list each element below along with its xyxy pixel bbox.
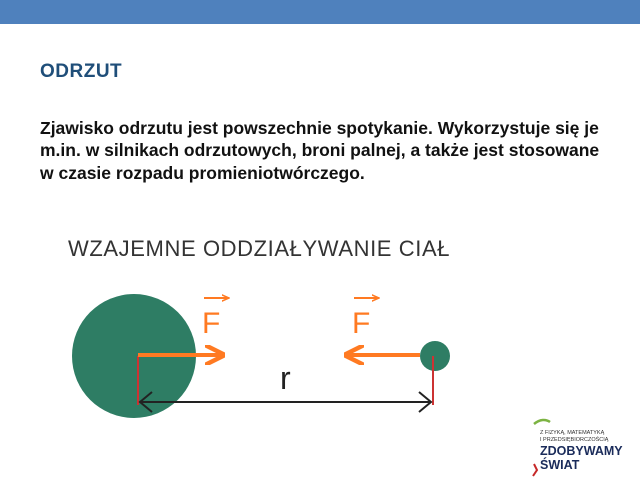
logo-tagline [540,430,636,444]
body-text: Zjawisko odrzutu jest powszechnie spotykanie. Wykorzystuje się je m.in. w silnikach odrzutowych, broni palnej, a także jest stosowane w czasie rozpadu promieniotwórczego. [40,118,600,183]
force-label-right: F [352,307,371,340]
logo-wordmark [540,444,640,472]
diagram-heading: WZAJEMNE ODDZIAŁYWANIE CIAŁ [68,236,451,261]
logo-wordmark-line2: ŚWIAT [540,458,580,472]
force-label-left: F [202,307,221,340]
slide-title: ODRZUT [40,61,123,82]
interaction-diagram [48,228,538,480]
small-body [420,341,450,371]
logo-tagline-line1: Z FIZYKĄ, MATEMATYKĄ [540,430,605,436]
distance-label: r [280,360,291,396]
top-bar [0,0,640,24]
logo-wordmark-line1: ZDOBYWAMY [540,444,623,458]
logo-tagline-line2: I PRZEDSIĘBIORCZOŚCIĄ [540,437,609,443]
logo-bolt-icon [533,464,537,476]
logo-swoosh-icon [534,420,550,424]
